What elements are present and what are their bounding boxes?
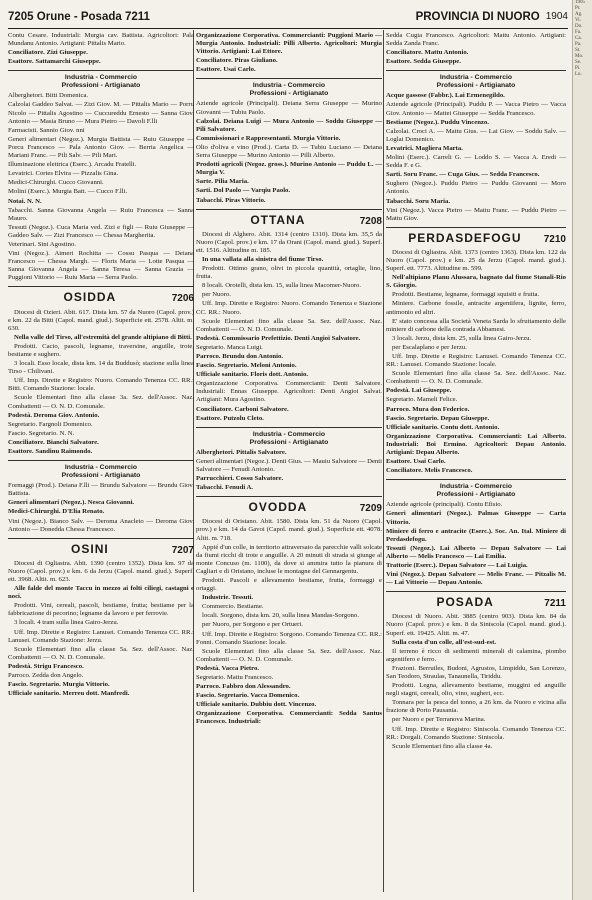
section-line: Industria - Commercio [64,464,138,472]
section-line: Industria - Commercio [64,74,138,82]
officials-list [386,387,566,475]
section-line: Professioni - Artigianato [436,491,516,499]
entry: Tabacchi. Piras Vittorio. [196,196,266,204]
entry: Podestà. Vacca Pietro. [196,664,260,672]
separator [8,460,194,461]
entry: Ufficiale sanitario. Floris dott. Antonio. [196,371,309,379]
column-divider [383,30,384,892]
entry: Generi alimentari (Negoz.). Denti Gius. — Mauiu Salvatore — Denti Salvatore — Fenudi Antonio. [196,457,382,473]
separator [196,78,382,79]
entry: Calzolai. Deiana Luigi — Mura Antonio — Soddu Giuseppe — Pili Salvatore. [196,117,382,133]
paragraph: Diocesi di Alghero. Abit. 1314 (centro 1310). Dista km. 35,5 da Nuoro (Capol. prov.) e km. 17 da Orani (Capol. mand. giud.). Superf. ett. 1516. Altitudine m. 185. [196,230,382,254]
paragraph: Miniere. Carbone fossile, antracite argentifera, lignite, ferro, antimonio ed altri. [386,300,566,316]
entry: Trattorie (Eserc.). Depau Salvatore — Lai Luigia. [386,561,528,569]
paragraph: Appié d'un colle, in territorio attraversato da parecchie valli solcate da fiumi ricchi di trote e anguille. A 20 minuti di strada si giunge al monte Concuso (m. 1100), da dove si ammira tutto la pianura di Cagliari e di Oristano, incluse le montagne del Gennargentu. [196,543,382,575]
entry: Tessuti (Negoz.). Cuca Maria ved. Zizi e figli — Ruiu Giuseppe — Gaddeo Salv. — Zizi Francesco — Chessa Margherita. [8,223,194,239]
entry: Vini (Negoz.). Depau Salvatore — Melis Franc. — Pitzalis M. — Lai Vittorio — Depau Antonio. [386,571,566,587]
page-header [8,8,568,26]
entry: Medici-Chirurghi. Cucco Giovanni. [8,179,104,187]
separator [196,209,382,210]
section-heading [8,464,194,480]
entry: Parroco. Fabbro don Alessandro. [196,683,291,691]
entry: Sarti. Dol Paolo — Varqiu Paolo. [196,187,291,195]
entry: Podestà. Deroma Giov. Antonio. [8,411,100,419]
entry: Notai. N. N. [8,197,42,205]
page-running-title: 7205 Orune - Posada 7211 [8,11,150,23]
place-description [8,560,194,662]
section-heading [8,74,194,90]
entry: Generi alimentari (Negoz.). Nesca Giovanni. [8,499,135,507]
place-description [386,613,566,751]
paragraph: Scuole Elementari fino alla classe 5a. Sez. dell'Assoc. Naz. Combattenti — O. N. D. Comunale. [386,370,566,386]
entry: Calzolai Gaddeo Salvat. — Zizi Giov. M. — Pittalis Mario — Porru Nicolo — Pittalis Agostino — Cuccureddu Ernesto — Sanna Giov. Antonio — Masia Bruno — Mura Pietro — Davoli F.lli [8,101,194,125]
edge-line: Fa. [575,30,582,35]
entry: Podestà. Commissario Prefettizio. Denti Angioi Salvatore. [196,334,361,342]
paragraph: Diocesi di Nuoro. Abit. 3885 (centro 903). Dista km. 84 da Nuoro (Capol. prov.) e km. 8 da Siniscola (Capol. mand. giud.). Superf. ett. 19425. Altit. m. 47. [386,613,566,637]
section-heading [196,82,382,98]
paragraph: Nella valle del Tirso, all'estremità del grande altipiano di Bitti. [14,333,192,341]
entry: Conciliatore. Zizi Giuseppe. [8,49,88,57]
entry: Medici-Chirurghi. D'Elia Renato. [8,508,105,516]
section-heading [386,483,566,499]
entry: Tabacchi. Soru Maria. [386,197,451,205]
place-heading [196,212,382,227]
section-line: Professioni - Artigianato [61,82,141,90]
entry: Ufficiale sanitario. Dubbiu dott. Vincenzo. [196,701,317,709]
entry: Molini (Eserc.). Carreli G. — Loddo S. — Vacca A. Eredi — Sedda F. e G. [386,154,566,170]
entry: Parroco. Zedda don Angelo. [8,672,84,679]
paragraph: Prodotti. Ottimo grano, olivi in piccola quantità, ortaglie, lino, frutta. [196,265,382,281]
entry: Alberghetori. Bitti Domenica. [8,92,89,100]
entry: Segretario. Manca Luigi. [196,343,263,351]
paragraph: In una vallata alla sinistra del fiume Tirso. [202,255,324,263]
paragraph: Scuole Elementari fino alla classe 3a. Sez. dell'Assoc. Naz. Combattenti — O. N. D. Comunale. [8,394,194,410]
paragraph: Scuole Elementari fino alla classe 5a. Sez. dell'Assoc. Naz. Combattenti — O. N. D. Comunale. [196,317,382,333]
paragraph: Diocesi di Oristano. Abit. 1580. Dista km. 51 da Nuoro (Capol. prov.) e km. 14 da Gavoi (Capol. mand. giud.). Superficie ett. 4078. Altit. m. 718. [196,518,382,542]
section-line: Professioni - Artigianato [249,438,329,446]
officials-list [8,663,194,698]
entry: Fascio. Segretario. Depau Giuseppe. [386,414,490,422]
entry: Ufficiale sanitario. Contu dott. Antonio. [386,423,500,431]
edge-line: Ag. [575,12,583,17]
paragraph: Sulla costa d'un colle, all'est-sud-est. [392,638,497,646]
place-heading [386,230,566,245]
entry: Illuminazione elettrica (Eserc.). Arcadu Fratelli. [8,161,137,169]
entry: Vini (Negoz.). Vacca Pietro — Mattu Franc. — Puddu Pietro — Mattu Giov. [386,206,566,222]
place-name: OSINI [71,541,109,556]
entry: Levatrici. Magliera Marta. [386,144,463,152]
edge-line: Pa. [575,42,582,47]
place-name: PERDASDEFOGU [408,230,522,245]
edge-line: Lu. [575,72,582,77]
entry: Ufficiale sanitario. Merreu dott. Manfredi. [8,690,130,698]
header-right [416,11,568,23]
paragraph: E' stato concessa alla Società Veneta Sarda lo sfruttamento delle miniere di carbone della contrada Abbamesi. [386,317,566,333]
edge-line: Mo. [575,54,584,59]
paragraph: Scuole Elementari fino alla classe 5a. Sez. dell'Assoc. Naz. Combattenti — O. N. D. Comunale. [196,647,382,663]
place-name: OSIDDA [63,290,117,305]
section-line: Professioni - Artigianato [249,90,329,98]
paragraph: 3 locali. Jerzu, dista km. 25, sulla linea Gairo-Jerzu. [392,334,532,342]
section-line: Professioni - Artigianato [436,82,516,90]
paragraph: Frazioni. Berruiles, Budoni, Agrustos, Limpiddu, San Lorenzo, San Teodoro, Straulas, Tanaunella, Tiriddu. [386,664,566,680]
paragraph: Contu Cesare. Industriali: Murgia cav. Battista. Agricoltori: Pala Mundanu Antonio. Artigiani: Pittalis Mario. [8,32,194,48]
place-code: 7208 [359,215,382,227]
paragraph: Organizzazione Corporativa. Commercianti: Puggioni Mario — Murgia Antonio. Industriali: Pilli Alberto. Agricoltori: Murgia Vittorio. Artigiani: Lai Ettore. [196,32,382,56]
paragraph: Prodotti. Bestiame, legname, formaggi squisiti e frutta. [392,291,540,299]
place-code: 7207 [171,544,194,556]
entry: Organizzazione Corporativa. Commercianti: Sedda Santus Francesco. Industriali: [196,710,382,726]
column-1 [8,32,194,890]
paragraph: Uff. Imp. Dirette e Registro: Sorgono. Comando Tenenza CC. RR.: Fonni. Comando Stazione: locale. [196,630,382,646]
place-name: OTTANA [250,212,306,227]
directory-list [8,482,194,534]
paragraph: Uff. Imp. Dirette e Registro: Nuoro. Comando Tenenza CC. RR.: Bitti. Comando Stazione: locale. [8,377,194,393]
entry: Esattore. Sandinu Raimondo. [8,448,93,456]
place-name: OVODDA [248,500,308,515]
entry: Conciliatore. Bianchi Salvatore. [8,438,99,446]
officials-list [196,335,382,423]
entry: Conciliatore. Melis Francesco. [386,467,473,475]
entry: Commissionari e Rappresentanti. Murgia Vittorio. [196,134,341,142]
column-3 [386,32,566,890]
place-name: POSADA [436,595,494,610]
entry: Alberghetori. Pittalis Salvatore. [196,448,287,456]
paragraph: locali. Sorgono, dista km. 20, sulla linea Mandas-Sorgono. [202,612,359,620]
edge-line: Vi. [575,18,581,23]
edge-line: Se. [575,60,582,65]
entry: Podestà. Strigu Francesco. [8,662,84,670]
paragraph: Uff. Imp. Dirette e Registro: Siniscola. Comando Tenenza CC. RR.: Dorgali. Comando Stazione: Siniscola. [386,725,566,741]
paragraph: Diocesi di Ogliastra. Abit. 1373 (centro 1363). Dista km. 122 da Nuoro (Capol. prov.) e km. 25 da Jerzu (Capol. mand. giud.). Superf. ett. 7773. Altitudine m. 599. [386,248,566,273]
entry: Olio d'oliva e vino (Prod.). Carta D. — Tubiu Luciano — Deiana Serra Giuseppe — Murino Antonio — Pilli Alberto. [196,143,382,160]
edge-line: Pi. [575,66,581,71]
paragraph: Prodotti. Cacio, pascoli, legname, traversine, anguille, trote, bestiame e sughero. [8,342,194,358]
separator [386,591,566,592]
section-heading [196,431,382,447]
paragraph: 3 locali. 4 tram sulla linea Gairo-Jerzu. [14,619,119,627]
place-code: 7211 [544,598,566,610]
entry: Esattore. Usai Carlo. [386,458,446,466]
entry: Sarte. Pilia Maria. [196,178,249,186]
entry: Fascio. Segretario. Vacca Domenico. [196,692,300,700]
paragraph: per Nuoro. [202,291,231,299]
separator [196,427,382,428]
paragraph: Nell'altipiano Planu Alussara, bagnato dal fiume Stanali-Rio S. Giorgio. [386,274,566,290]
section-line: Industria - Commercio [439,483,513,491]
separator [8,538,194,539]
column-1-top [8,32,194,66]
paragraph: Uff. Imp. Dirette e Registro: Lanusei. Comando Tenenza CC. RR.: Lanusei. Comando Stazione: locale. [386,353,566,369]
paragraph: Diocesi di Ozieri. Abit. 617. Dista km. 57 da Nuoro (Capol. prov.) e km. 22 da Bitti (Capol. mand. giud.). Superficie ett. 2578. Altit. m. 630. [8,308,194,332]
paragraph: Prodotti. Pascoli e allevamento bestiame, frutta, formaggi e ortaggi. [196,576,382,593]
directory-list [386,92,566,222]
entry: Generi alimentari (Negoz.). Murgia Battista — Ruiu Giuseppe — Porcu Francesco — Pala Antonio Giov. — Berria Angelica — Mariani Franc. — Pili Salv. — Pili Mari. [8,135,194,160]
entry: Fascio. Segretario. N. N. [8,429,75,437]
entry: Organizzazione Corporativa. Commercianti: Lai Alberto. Industriali: Boi Ermino. Agricoltori: Depau Antonio. Artigiani: Depau Alberto. [386,432,566,457]
entry: Conciliatore. Mattu Antonio. [386,49,469,57]
separator [386,227,566,228]
separator [386,70,566,71]
directory-list [196,100,382,204]
paragraph: Prodotti. Legna, allevamento bestiame, muggini ed anguille negli stagni, cereali, olio, vino, sugheri, ecc. [386,682,566,698]
entry: Esattore. Sattamarchi Giuseppe. [8,58,101,66]
province-title: PROVINCIA DI NUORO [415,11,540,23]
entry: Esattore. Usai Carlo. [196,66,256,74]
paragraph: Uff. Imp. Dirette e Registro: Nuoro. Comando Tenenza e Stazione CC. RR.: Nuoro. [196,300,382,316]
entry: Tabacchi. Fenudi A. [196,484,253,492]
directory-list [386,501,566,587]
column-2 [196,32,382,890]
entry: Miniere di ferro e antracite (Eserc.). Soc. An. Ital. Miniere di Perdasdefogu. [386,527,566,543]
paragraph: per Escalaplano e per Jerzu. [392,343,467,351]
entry: Fascio. Segretario. Murgia Vittorio. [8,681,110,689]
entry: Veterinari. Sini Agostino. [8,240,76,248]
separator [8,286,194,287]
section-line: Industria - Commercio [439,74,513,82]
entry: Prodotti agricoli (Negoz. gross.). Murino Antonio — Puddu L. — Murgia V. [196,161,382,177]
edge-line: 1905 [575,0,585,5]
entry: Fascio. Segretario. Meloni Antonio. [196,362,297,370]
paragraph: Scuole Elementari fino alla classe 4a. [392,742,493,750]
entry: Acque gassose (Fabbr.). Lai Ermenegildo. [386,92,505,100]
entry: Farmacisti. Sannio Giov. nni [8,126,85,134]
entry: Aziende agricole (Principali). Deiana Serra Giuseppe — Murino Giovanni — Tubiu Paolo. [196,100,382,116]
place-description [8,309,194,411]
separator [8,70,194,71]
entry: Formaggi (Prod.). Deiana F.lli — Brundu Salvatore — Brundu Giov. Battista. [8,482,194,498]
paragraph: Alle falde del monte Taccu in mezzo ai folti ciliegi, castagni e noci. [8,585,194,601]
header-rule [8,28,568,29]
place-heading [8,541,194,556]
section-line: Professioni - Artigianato [61,472,141,480]
column-2-top [196,32,382,74]
entry: Conciliatore. Carboni Salvatore. [196,405,289,413]
entry: Esattore. Sedda Giuseppe. [386,58,461,66]
edge-line: Ca. [575,36,582,41]
edge-line: Do. [575,24,583,29]
entry: Molini (Eserc.). Murgia Batt. — Cucco F.lli. [8,188,128,196]
entry: Podestà. Lai Giuseppe. [386,387,452,395]
paragraph: Diocesi di Ogliastra. Abit. 1390 (centro 1352). Dista km. 97 da Nuoro (Capol. prov.) e km. 6 da Jerzu (Capol. mand. giud.). Superf. ett. 3968. Altit. m. 623. [8,559,194,583]
officials-list [196,665,382,727]
entry: Conciliatore. Piras Giuliano. [196,57,278,65]
paragraph: Commercio. Bestiame. [202,603,264,611]
edge-line: St. [575,48,581,53]
entry: Segretario. Mameli Felice. [386,396,458,404]
entry: Parroco. Brundu don Antonio. [196,353,284,360]
paragraph: 8 locali. Orotelli, dista km. 15, sulla linea Macomer-Nuoro. [202,282,362,290]
entry: Tabacchi. Sanna Giovanna Angela — Ruiu Francesca — Sanna Mauro. [8,206,194,222]
entry: Calzolai. Croci A. — Mattu Gius. — Lai Giov. — Soddu Salv. — Loglai Domenico. [386,127,566,143]
page-number: 1904 [545,11,568,22]
entry: Bestiame (Negoz.). Puddu Vincenzo. [386,118,489,126]
entry: Organizzazione Corporativa. Commercianti: Denti Salvatore. Industriali: Ennas Giuseppe. Agricoltori: Denti Angioi Salvat. Artigiani: Mura Agostino. [196,380,382,404]
place-heading [386,595,566,610]
section-line: Industria - Commercio [252,82,326,90]
paragraph: 3 locali. Esso locale, dista km. 14 da Buddusò; stazione sulla linea Tirso - Chilivani. [8,360,194,376]
place-code: 7210 [543,233,566,245]
paragraph: per Nuoro e per Terranova Marina. [392,716,486,724]
entry: Segretario. Fargnoli Domenico. [8,420,93,428]
separator [196,496,382,497]
place-code: 7206 [171,293,194,305]
officials-list [8,412,194,456]
entry: Vini (Negoz.). Bianco Salv. — Deroma Anacleto — Deroma Giov. Antonio — Donedda Chessa Francesco. [8,517,194,533]
entry: Parrucchieri. Cossu Salvatore. [196,475,284,483]
section-line: Industria - Commercio [252,430,326,438]
section-heading [386,74,566,90]
entry: Vini (Negoz.). Aimeri Rochitta — Cossu Pasqua — Deiana Francesco — Chessa Margh. — Floris Maria — Lotte Pasqua — Sanna Giovanna Angela — Sanna Teresa — Sanna Grazia — Puggioni Vittorio — Ruiu Maria — Serra Paolo. [8,250,194,282]
paragraph: per Nuoro, per Sorgono e per Ortueri. [202,621,303,629]
paragraph: Prodotti. Vini, cereali, pascoli, bestiame, frutta; bestiame per la fabbricazione di pecorino; legname da lavoro e per ferrovie. [8,602,194,618]
paragraph: Uff. Imp. Dirette e Registro: Lanusei. Comando Tenenza CC. RR.: Lanusei. Comando Stazione: Jerzu. [8,628,194,644]
entry: Aziende agricole (Principali). Puddu P. — Vacca Pietro — Vacca Giov. Antonio — Mattei Giuseppe — Sedda Francesco. [386,101,566,117]
column-3-top [386,32,566,66]
place-description [196,518,382,664]
place-heading [8,290,194,305]
paragraph: Scuole Elementari fino alla classe 5a. Sez. dell'Assoc. Naz. Combattenti — O. N. D. Comunale. [8,645,194,661]
paragraph: Sedda Cugia Francesco. Agricoltori: Mattu Antonio. Artigiani: Sedda Zanda Franc. [386,32,566,48]
entry: Generi alimentari (Negoz.). Palmas Giuseppe — Carta Vittorio. [386,510,566,526]
entry: Tessuti (Negoz.). Lai Alberto — Depau Salvatore — Lai Alberto — Melis Francesco — Lai Emilia. [386,544,566,560]
place-description [196,231,382,334]
place-code: 7209 [359,503,382,515]
entry: Parroco. Mura don Federico. [386,405,470,413]
entry: Levatrici. Cortes Elvira — Pizzalis Gina. [8,170,119,178]
adjacent-page-edge [572,0,592,900]
paragraph: Industrie. Tessuti. [202,594,254,602]
directory-list [196,449,382,492]
separator [386,479,566,480]
entry: Esattore. Putzolu Cleto. [196,414,264,422]
entry: Aziende agricole (principali). Contu Efisio. [386,501,503,509]
directory-list [8,92,194,282]
place-description [386,249,566,387]
place-heading [196,500,382,515]
paragraph: Il terreno è ricco di sedimenti minerali di calamina, piombo argentifero e ferro. [386,647,566,663]
entry: Segretario. Mattu Francesco. [196,674,274,681]
edge-line: Pr. [575,6,581,11]
entry: Sarti. Soru Franc. — Cuga Gius. — Sedda Francesco. [386,171,540,179]
entry: Sughero (Negoz.). Puddu Pietro — Puddu Giovanni — Moro Antonio. [386,180,566,196]
paragraph: Tonnara per la pesca del tonno, a 26 km. da Nuoro e vicina alla frazione di Porto Pausania. [386,699,566,715]
